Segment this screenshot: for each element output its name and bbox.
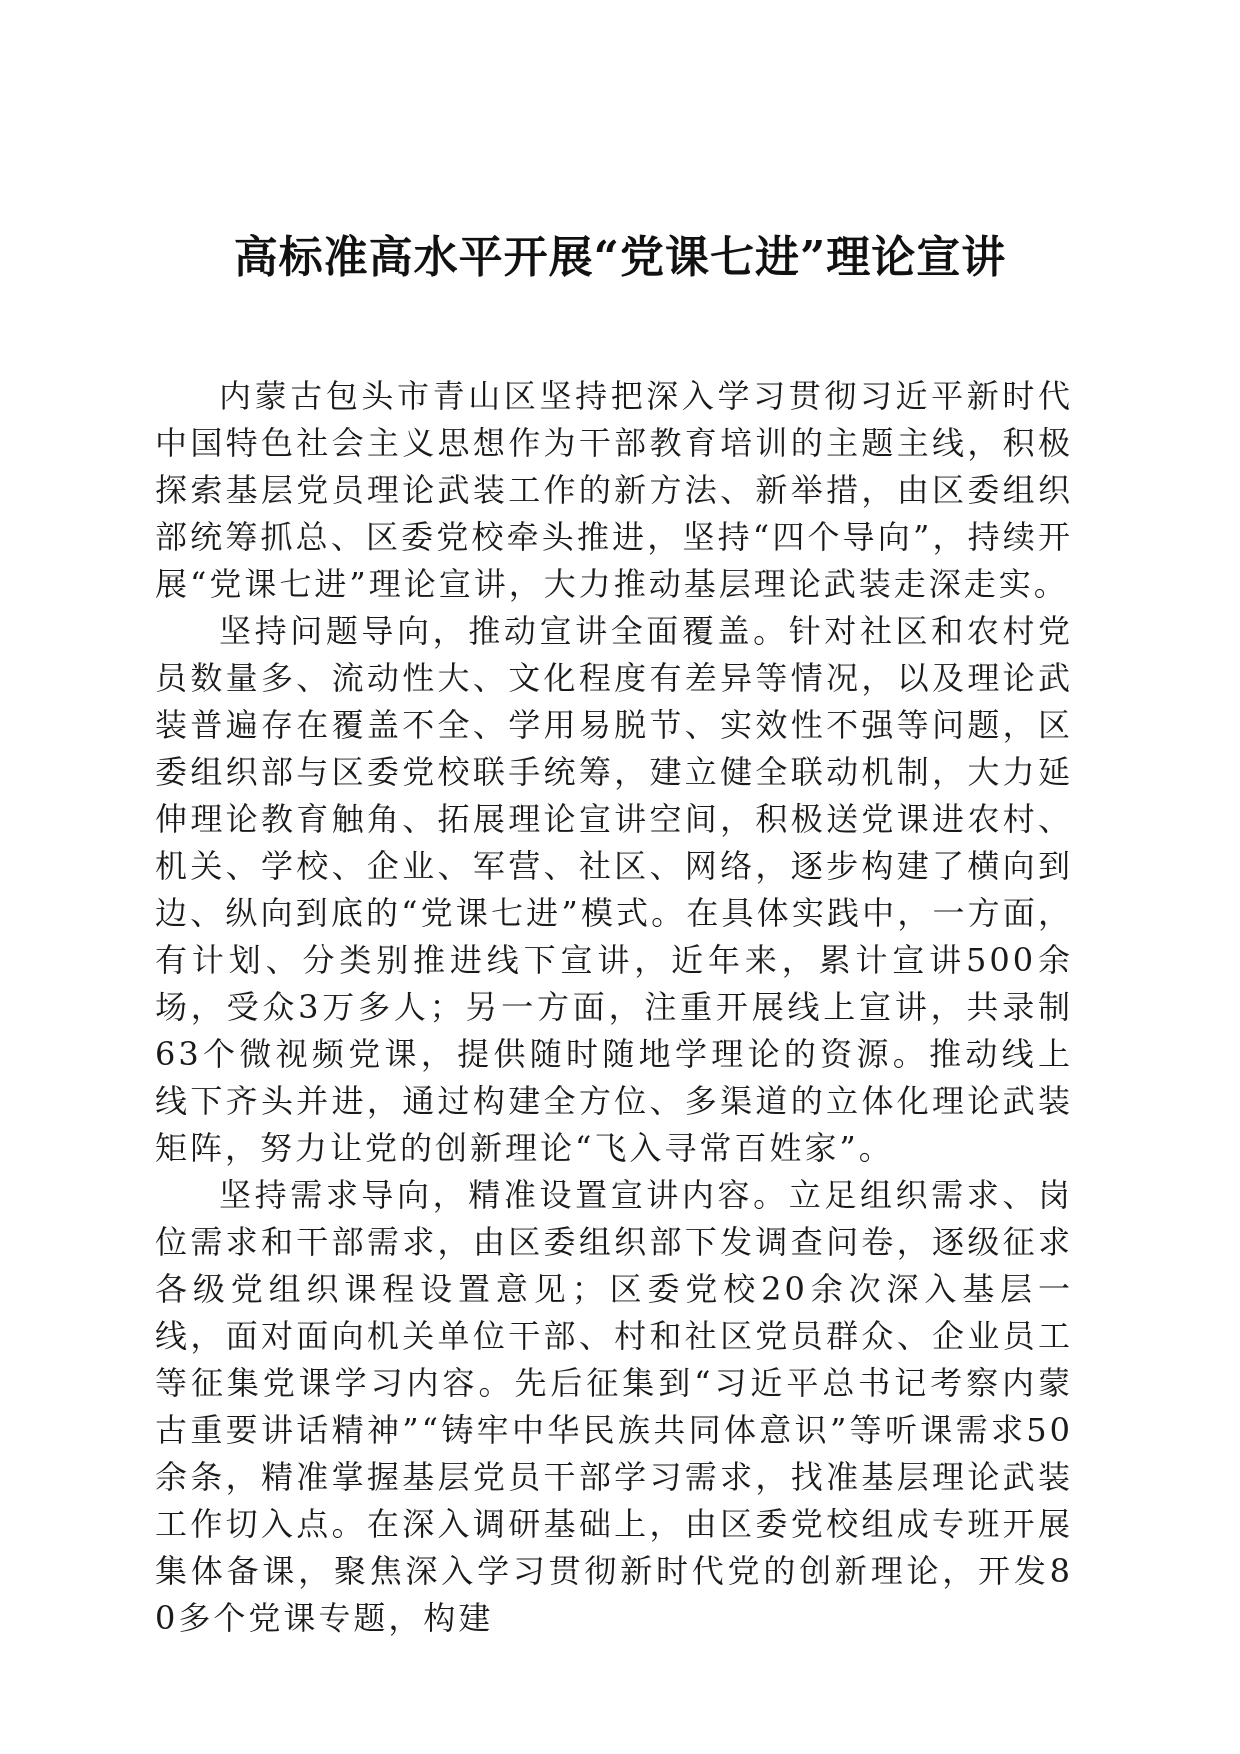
- body-paragraph-problem-oriented: 坚持问题导向，推动宣讲全面覆盖。针对社区和农村党员数量多、流动性大、文化程度有差异等情况，以及理论武装普遍存在覆盖不全、学用易脱节、实效性不强等问题，区委组织部与区委党校联手统筹，建立健全联动机制，大力延伸理论教育触角、拓展理论宣讲空间，积极送党课进农村、机关、学校、企业、军营、社区、网络，逐步构建了横向到边、纵向到底的“党课七进”模式。在具体实践中，一方面，有计划、分类别推进线下宣讲，近年来，累计宣讲500余场，受众3万多人；另一方面，注重开展线上宣讲，共录制63个微视频党课，提供随时随地学理论的资源。推动线上线下齐头并进，通过构建全方位、多渠道的立体化理论武装矩阵，努力让党的创新理论“飞入寻常百姓家”。: [155, 612, 1073, 1167]
- document-body: [155, 373, 1073, 1642]
- body-paragraph-intro: 内蒙古包头市青山区坚持把深入学习贯彻习近平新时代中国特色社会主义思想作为干部教育培训的主题主线，积极探索基层党员理论武装工作的新方法、新举措，由区委组织部统筹抓总、区委党校牵头推进，坚持“四个导向”，持续开展“党课七进”理论宣讲，大力推动基层理论武装走深走实。: [155, 377, 1073, 603]
- body-paragraph-demand-oriented: 坚持需求导向，精准设置宣讲内容。立足组织需求、岗位需求和干部需求，由区委组织部下发调查问卷，逐级征求各级党组织课程设置意见；区委党校20余次深入基层一线，面对面向机关单位干部、村和社区党员群众、企业员工等征集党课学习内容。先后征集到“习近平总书记考察内蒙古重要讲话精神”“铸牢中华民族共同体意识”等听课需求50余条，精准掌握基层党员干部学习需求，找准基层理论武装工作切入点。在深入调研基础上，由区委党校组成专班开展集体备课，聚焦深入学习贯彻新时代党的创新理论，开发80多个党课专题，构建: [155, 1176, 1073, 1637]
- document-title: 高标准高水平开展“党课七进”理论宣讲: [233, 232, 1007, 283]
